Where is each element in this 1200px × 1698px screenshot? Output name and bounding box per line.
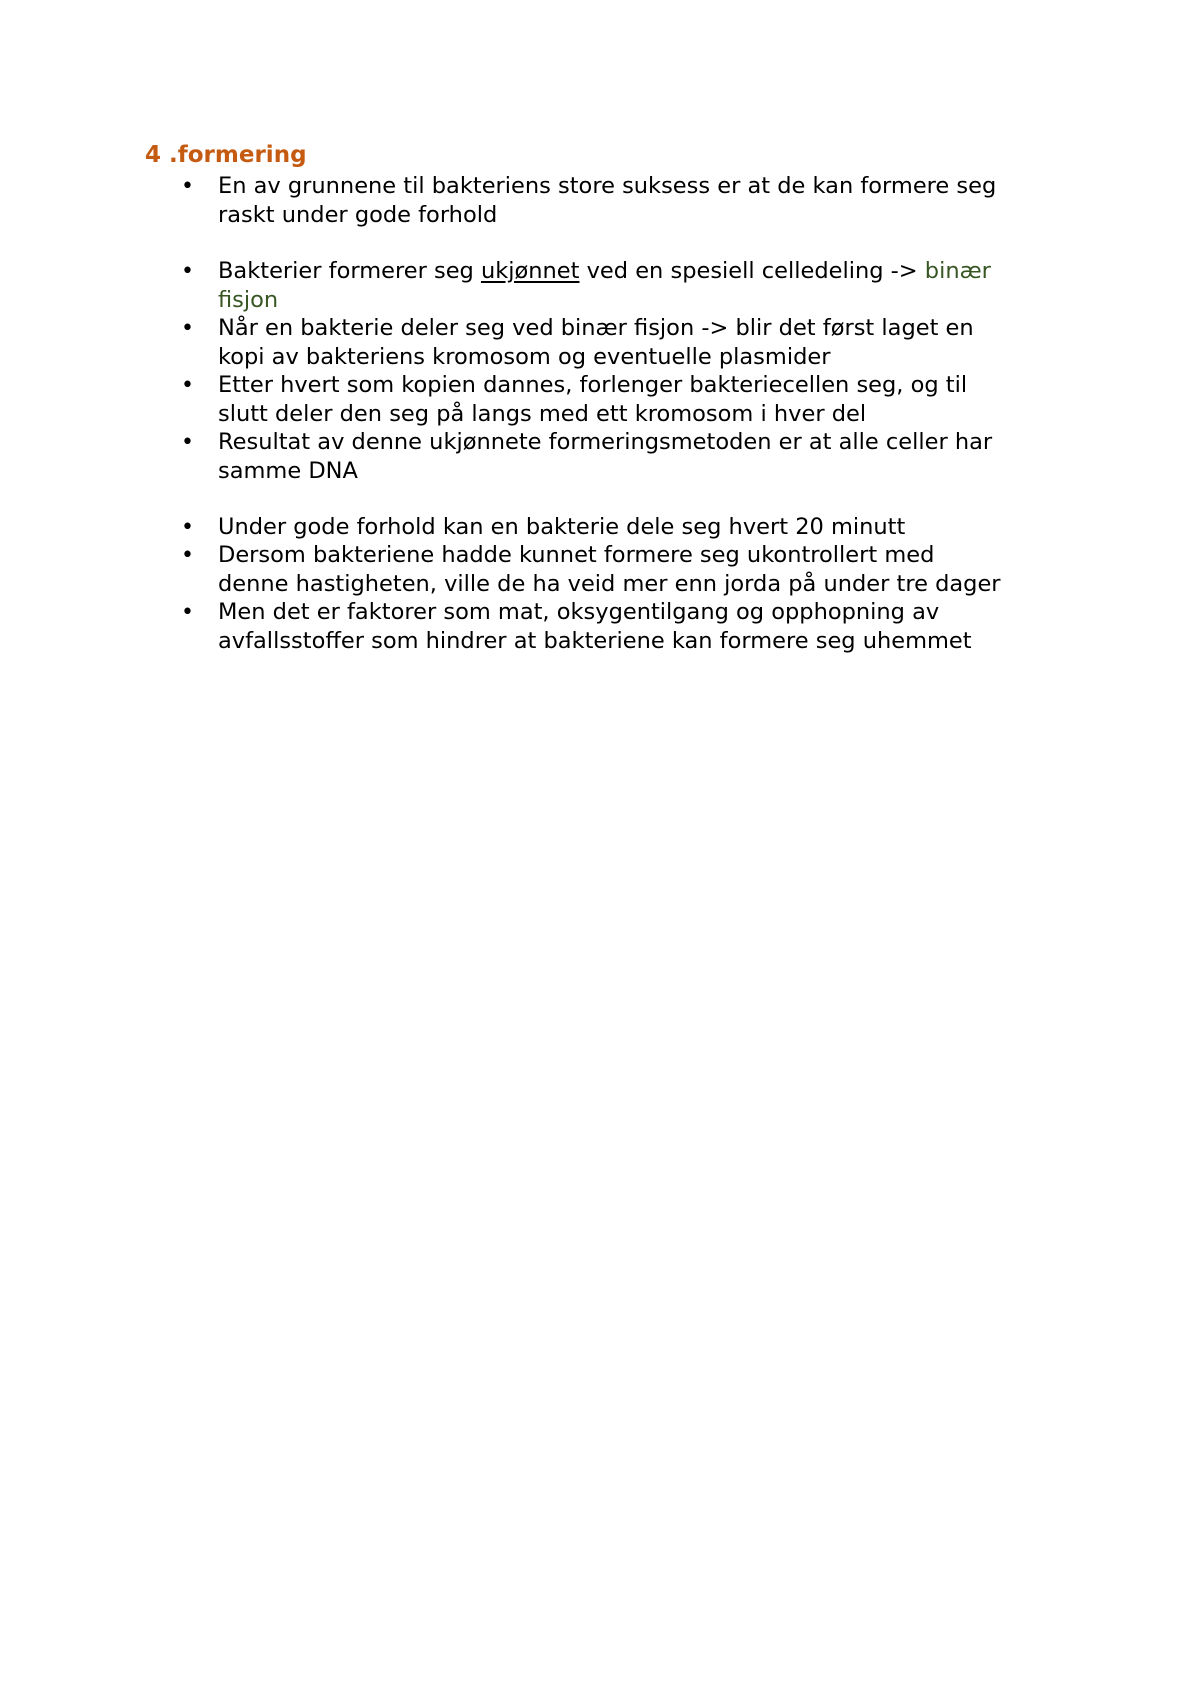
- bullet-icon: •: [181, 515, 194, 540]
- text-line: Dersom bakteriene hadde kunnet formere seg ukontrollert med: [218, 542, 935, 568]
- text-line: samme DNA: [218, 457, 358, 484]
- text-line: Men det er faktorer som mat, oksygentilgang og opphopning av: [218, 599, 940, 625]
- bullet-text: [218, 371, 1098, 428]
- text-line: Når en bakterie deler seg ved binær fisjon -> blir det først laget en: [218, 315, 974, 341]
- bullet-text: [218, 598, 1098, 655]
- bullet-text: [218, 257, 1098, 314]
- bullet-text: [218, 314, 1098, 371]
- bullet-icon: •: [181, 430, 194, 455]
- text-line: kopi av bakteriens kromosom og eventuelle plasmider: [218, 343, 831, 370]
- text-line: Resultat av denne ukjønnete formeringsmetoden er at alle celler har: [218, 429, 993, 455]
- bullet-icon: •: [181, 174, 194, 199]
- bullet-text: [218, 172, 1098, 229]
- bullet-icon: •: [181, 259, 194, 284]
- underlined-term: ukjønnet: [480, 258, 580, 284]
- text-line: En av grunnene til bakteriens store suksess er at de kan formere seg: [218, 173, 997, 199]
- text-line: [218, 286, 1098, 315]
- highlighted-term: fisjon: [218, 286, 279, 313]
- text-line: Under gode forhold kan en bakterie dele seg hvert 20 minutt: [218, 514, 906, 540]
- text-line: avfallsstoffer som hindrer at bakteriene kan formere seg uhemmet: [218, 627, 972, 654]
- text-line: raskt under gode forhold: [218, 201, 498, 228]
- text-line: Etter hvert som kopien dannes, forlenger bakteriecellen seg, og til: [218, 372, 968, 398]
- highlighted-term: binær: [924, 258, 991, 284]
- text-fragment: Bakterier formerer seg: [218, 258, 481, 284]
- bullet-icon: •: [181, 600, 194, 625]
- bullet-icon: •: [181, 373, 194, 398]
- bullet-icon: •: [181, 543, 194, 568]
- text-line: denne hastigheten, ville de ha veid mer enn jorda på under tre dager: [218, 570, 1001, 597]
- text-fragment: ved en spesiell celledeling ->: [579, 258, 925, 284]
- bullet-icon: •: [181, 316, 194, 341]
- bullet-text: [218, 541, 1098, 598]
- section-heading: 4 .formering: [145, 142, 307, 168]
- bullet-text: [218, 428, 1098, 485]
- text-line: slutt deler den seg på langs med ett kromosom i hver del: [218, 400, 867, 427]
- bullet-text: [218, 513, 1098, 542]
- text-line: [218, 257, 1098, 286]
